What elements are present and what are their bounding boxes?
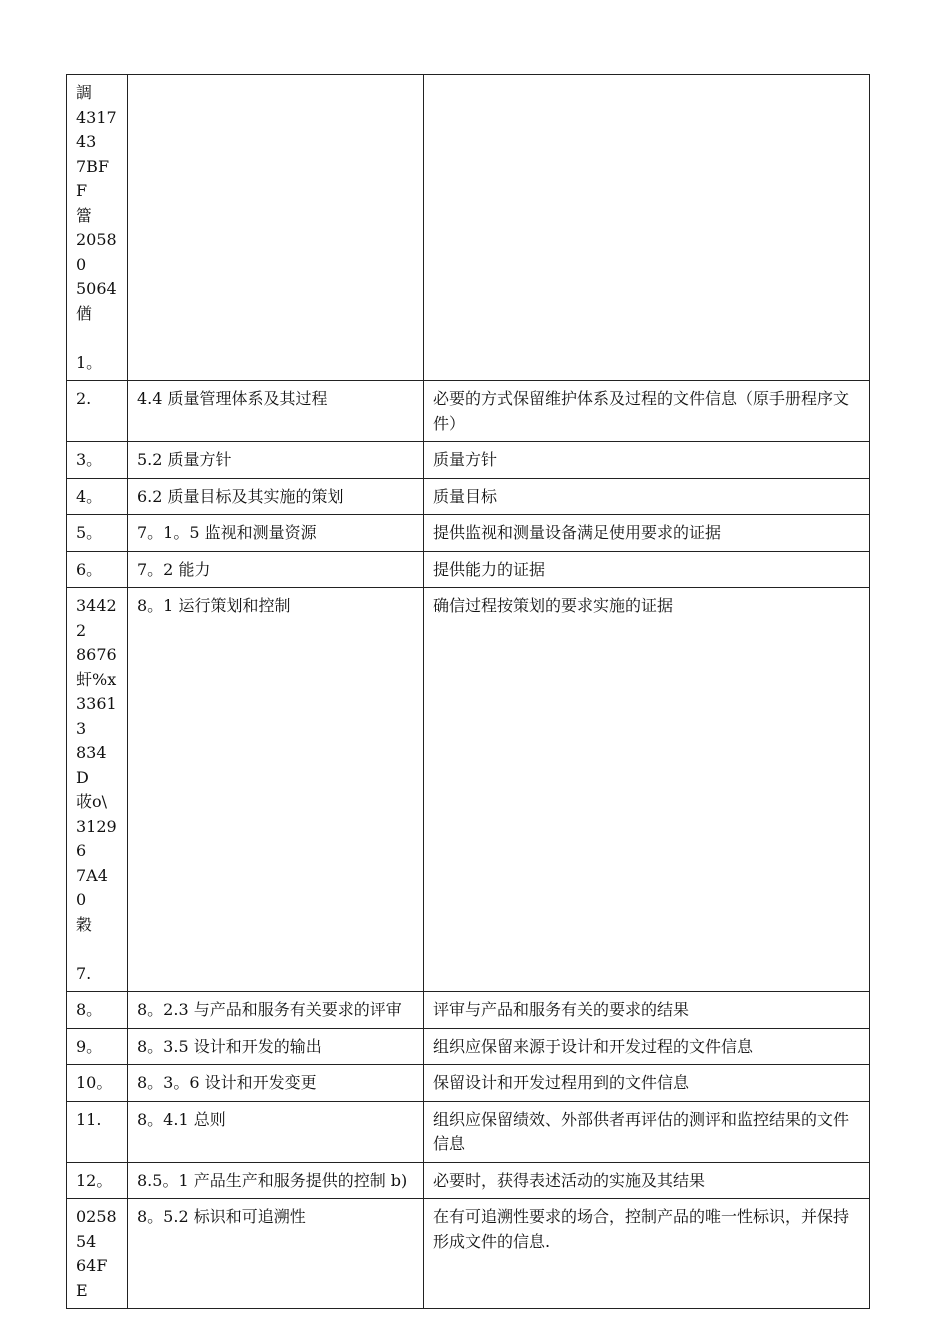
record-cell: 提供监视和测量设备满足使用要求的证据	[424, 515, 870, 552]
clause-cell: 8。3。6 设计和开发变更	[128, 1065, 424, 1102]
row-number: 8。	[67, 992, 128, 1029]
table-row	[67, 75, 870, 381]
record-cell: 组织应保留来源于设计和开发过程的文件信息	[424, 1028, 870, 1065]
table-row	[67, 478, 870, 515]
records-table	[66, 74, 870, 1309]
table-row	[67, 551, 870, 588]
table-row	[67, 588, 870, 992]
record-cell: 必要的方式保留维护体系及过程的文件信息（原手册程序文件）	[424, 381, 870, 442]
clause-cell: 8。1 运行策划和控制	[128, 588, 424, 992]
record-cell: 质量目标	[424, 478, 870, 515]
record-cell: 确信过程按策划的要求实施的证据	[424, 588, 870, 992]
table-row	[67, 1065, 870, 1102]
record-cell: 提供能力的证据	[424, 551, 870, 588]
record-cell: 评审与产品和服务有关的要求的结果	[424, 992, 870, 1029]
record-cell: 质量方针	[424, 442, 870, 479]
row-number: 3442 2 8676 虷%x 3361 3 834D 荍o\ 3129 6 7A40 穀 7.	[67, 588, 128, 992]
clause-cell: 6.2 质量目标及其实施的策划	[128, 478, 424, 515]
record-cell: 必要时，获得表述活动的实施及其结果	[424, 1162, 870, 1199]
clause-cell: 7。2 能力	[128, 551, 424, 588]
row-number: 10。	[67, 1065, 128, 1102]
row-number: 12。	[67, 1162, 128, 1199]
table-row	[67, 515, 870, 552]
record-cell: 在有可追溯性要求的场合，控制产品的唯一性标识，并保持形成文件的信息.	[424, 1199, 870, 1309]
clause-cell: 8。4.1 总则	[128, 1101, 424, 1162]
table-row	[67, 381, 870, 442]
row-number: 調 4317 43 7BFF 簹 2058 0 5064 偤 1。	[67, 75, 128, 381]
table-row	[67, 1162, 870, 1199]
table-row	[67, 1199, 870, 1309]
record-cell: 保留设计和开发过程用到的文件信息	[424, 1065, 870, 1102]
clause-cell: 5.2 质量方针	[128, 442, 424, 479]
table-row	[67, 442, 870, 479]
row-number: 11.	[67, 1101, 128, 1162]
clause-cell: 8.5。1 产品生产和服务提供的控制 b)	[128, 1162, 424, 1199]
record-cell: 组织应保留绩效、外部供者再评估的测评和监控结果的文件信息	[424, 1101, 870, 1162]
clause-cell: 8。5.2 标识和可追溯性	[128, 1199, 424, 1309]
row-number: 0258 54 64FE	[67, 1199, 128, 1309]
row-number: 5。	[67, 515, 128, 552]
table-row	[67, 1101, 870, 1162]
record-cell	[424, 75, 870, 381]
clause-cell: 8。2.3 与产品和服务有关要求的评审	[128, 992, 424, 1029]
clause-cell: 4.4 质量管理体系及其过程	[128, 381, 424, 442]
table-row	[67, 992, 870, 1029]
clause-cell: 8。3.5 设计和开发的输出	[128, 1028, 424, 1065]
clause-cell	[128, 75, 424, 381]
row-number: 3。	[67, 442, 128, 479]
row-number: 9。	[67, 1028, 128, 1065]
row-number: 6。	[67, 551, 128, 588]
table-row	[67, 1028, 870, 1065]
row-number: 2.	[67, 381, 128, 442]
clause-cell: 7。1。5 监视和测量资源	[128, 515, 424, 552]
row-number: 4。	[67, 478, 128, 515]
